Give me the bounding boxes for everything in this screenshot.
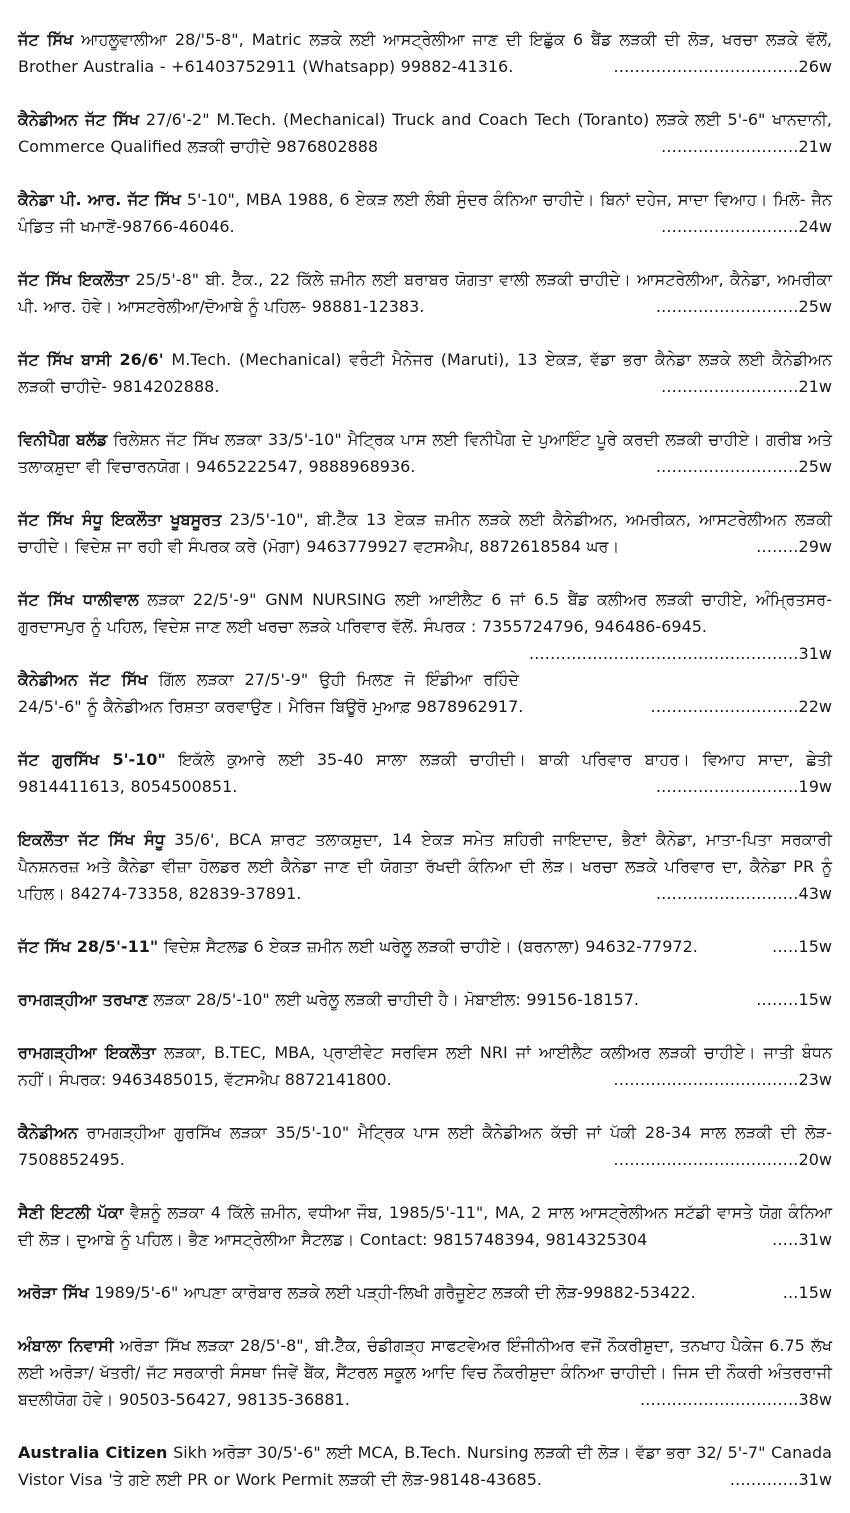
ad-code [656, 880, 832, 907]
ad-code [640, 1386, 832, 1413]
ad-code [772, 933, 832, 960]
ad-leader-dots: ... [782, 1283, 799, 1302]
ad-code [661, 373, 832, 400]
ad-heading: ਵਿਨੀਪੈਗ ਬਲੱਡ [18, 430, 108, 449]
ad-entry [18, 933, 832, 960]
ad-text: ਵੈਸ਼ਨੂੰ ਲੜਕਾ 4 ਕਿੱਲੇ ਜ਼ਮੀਨ, ਵਧੀਆ ਜੌਬ, 1985/5'-11", MA, 2 ਸਾਲ ਆਸਟ੍ਰੇਲੀਅਨ ਸਟੱਡੀ ਵਾਸਤੇ ਯੋਗ ਕੰਨਿਆ ਦੀ ਲੋੜ। ਦੁਆਬੇ ਨੂੰ ਪਹਿਲ। ਭੈਣ ਆਸਟ੍ਰੇਲੀਆ ਸੈਟਲਡ। Contact: 9815748394, 9814325304 [18, 1203, 832, 1249]
ad-code-value: 25w [798, 457, 832, 476]
ad-heading: ਕੈਨੇਡੀਅਨ ਜੱਟ ਸਿੱਖ [18, 670, 148, 689]
ad-code-value: 15w [798, 990, 832, 1009]
ad-code [772, 1226, 832, 1253]
ad-code-value: 22w [798, 697, 832, 716]
ad-code-value: 24w [798, 217, 832, 236]
ad-entry [18, 186, 832, 240]
ad-text: Sikh ਅਰੋੜਾ 30/5'-6" ਲਈ MCA, B.Tech. Nursing ਲੜਕੀ ਦੀ ਲੋੜ। ਵੱਡਾ ਭਰਾ 32/ 5'-7" Canada Vistor Visa 'ਤੇ ਗਏ ਲਈ PR or Work Permit ਲੜਕੀ ਦੀ ਲੋੜ-98148-43685. [18, 1443, 832, 1489]
ad-leader-dots: ..... [772, 937, 799, 956]
ad-text: ਰਾਮਗੜ੍ਹੀਆ ਗੁਰਸਿੱਖ ਲੜਕਾ 35/5'-10" ਮੈਟ੍ਰਿਕ ਪਾਸ ਲਈ ਕੈਨੇਡੀਅਨ ਕੱਚੀ ਜਾਂ ਪੱਕੀ 28-34 ਸਾਲ ਲੜਕੀ ਦੀ ਲੋੜ- 7508852495. [18, 1123, 832, 1169]
ad-code [661, 133, 832, 160]
ad-code [656, 453, 832, 480]
ad-entry [18, 826, 832, 907]
ad-text: M.Tech. (Mechanical) ਵਰੰਟੀ ਮੈਨੇਜਰ (Maruti), 13 ਏਕੜ, ਵੱਡਾ ਭਰਾ ਕੈਨੇਡਾ ਲੜਕੇ ਲਈ ਕੈਨੇਡੀਅਨ ਲੜਕੀ ਚਾਹੀਦੇ- 9814202888. [18, 350, 832, 396]
ad-heading: ਜੱਟ ਸਿੱਖ ਸੰਧੂ ਇਕਲੌਤਾ ਖੂਬਸੂਰਤ [18, 510, 222, 529]
ad-heading: ਸੈਣੀ ਇਟਲੀ ਪੱਕਾ [18, 1203, 124, 1222]
ad-entry [18, 666, 832, 720]
ad-leader-dots: ........................... [655, 457, 799, 476]
ad-code [661, 213, 832, 240]
ad-code-value: 43w [798, 884, 832, 903]
ad-entry [18, 266, 832, 320]
ad-heading: ਰਾਮਗੜ੍ਹੀਆ ਇਕਲੌਤਾ [18, 1043, 156, 1062]
ad-entry [18, 106, 832, 160]
ad-leader-dots: .......................... [661, 217, 799, 236]
ad-text: ਰਿਲੇਸ਼ਨ ਜੱਟ ਸਿੱਖ ਲੜਕਾ 33/5'-10" ਮੈਟ੍ਰਿਕ ਪਾਸ ਲਈ ਵਿਨੀਪੈਗ ਦੇ ਪੁਆਇੰਟ ਪੂਰੇ ਕਰਦੀ ਲੜਕੀ ਚਾਹੀਏ। ਗਰੀਬ ਅਤੇ ਤਲਾਕਸ਼ੁਦਾ ਵੀ ਵਿਚਾਰਨਯੋਗ। 9465222547, 9888968936. [18, 430, 832, 476]
ad-leader-dots: ..... [772, 1230, 799, 1249]
ad-leader-dots: .......................... [661, 137, 799, 156]
ad-heading: ਅਰੋੜਾ ਸਿੱਖ [18, 1283, 89, 1302]
ad-entry [18, 1332, 832, 1413]
ad-code-value: 23w [798, 1070, 832, 1089]
ad-heading: ਅੰਬਾਲਾ ਨਿਵਾਸੀ [18, 1336, 114, 1355]
ad-text: 5'-10", MBA 1988, 6 ਏਕੜ ਲਈ ਲੰਬੀ ਸੁੰਦਰ ਕੰਨਿਆ ਚਾਹੀਦੇ। ਬਿਨਾਂ ਦਹੇਜ, ਸਾਦਾ ਵਿਆਹ। ਮਿਲੋ- ਜੈਨ ਪੰਡਿਤ ਜੀ ਖਮਾਣੋਂ-98766-46046. [18, 190, 832, 236]
ad-text: ਲੜਕਾ, B.TEC, MBA, ਪ੍ਰਾਈਵੇਟ ਸਰਵਿਸ ਲਈ NRI ਜਾਂ ਆਈਲੈਟ ਕਲੀਅਰ ਲੜਕੀ ਚਾਹੀਏ। ਜਾਤੀ ਬੰਧਨ ਨਹੀਂ। ਸੰਪਰਕ: 9463485015, ਵੱਟਸਐਪ 8872141800. [18, 1043, 832, 1089]
ad-heading: ਜੱਟ ਸਿੱਖ ਬਾਸੀ 26/6' [18, 350, 164, 369]
ad-text: ਲੜਕਾ 28/5'-10" ਲਈ ਘਰੇਲੂ ਲੜਕੀ ਚਾਹੀਦੀ ਹੈ। ਮੋਬਾਈਲ: 99156-18157. [148, 990, 639, 1009]
ad-heading: ਰਾਮਗੜ੍ਹੀਆ ਤਰਖਾਣ [18, 990, 149, 1009]
ad-text: ਆਹਲੂਵਾਲੀਆ 28/'5-8", Matric ਲੜਕੇ ਲਈ ਆਸਟ੍ਰੇਲੀਆ ਜਾਣ ਦੀ ਇਛੁੱਕ 6 ਬੈਂਡ ਲੜਕੀ ਦੀ ਲੋੜ, ਖਰਚਾ ਲੜਕੇ ਵੱਲੋਂ, Brother Australia - +61403752911 (Whatsapp) 99882-41316. [18, 30, 833, 76]
ad-code-value: 31w [798, 1230, 832, 1249]
ad-code-value: 21w [798, 377, 832, 396]
ad-entry [18, 1039, 832, 1093]
ad-leader-dots: ............. [729, 1470, 799, 1489]
ad-leader-dots: ........ [756, 537, 799, 556]
ad-heading: ਜੱਟ ਗੁਰਸਿੱਖ 5'-10" [18, 750, 166, 769]
ad-code-value: 31w [798, 1470, 832, 1489]
ad-code [756, 986, 832, 1013]
ad-text: ਗਿੱਲ ਲੜਕਾ 27/5'-9" ਉਹੀ ਮਿਲਣ ਜੋ ਇੰਡੀਆ ਰਹਿੰਦੇ 24/5'-6" ਨੂੰ ਕੈਨੇਡੀਅਨ ਰਿਸ਼ਤਾ ਕਰਵਾਉਣ। ਮੈਰਿਜ ਬਿਊਰੋ ਮੁਆਫ਼ 9878962917. [18, 670, 524, 716]
ad-leader-dots: ........ [756, 990, 799, 1009]
ad-leader-dots: ................................... [613, 57, 799, 76]
ad-entry [18, 1119, 832, 1173]
ad-code-value: 19w [798, 777, 832, 796]
ad-text: 25/5'-8" ਬੀ. ਟੈੱਕ., 22 ਕਿੱਲੇ ਜ਼ਮੀਨ ਲਈ ਬਰਾਬਰ ਯੋਗਤਾ ਵਾਲੀ ਲੜਕੀ ਚਾਹੀਦੇ। ਆਸਟਰੇਲੀਆ, ਕੈਨੇਡਾ, ਅਮਰੀਕਾ ਪੀ. ਆਰ. ਹੋਵੇ। ਆਸਟਰੇਲੀਆ/ਦੋਆਬੇ ਨੂੰ ਪਹਿਲ- 98881-12383. [18, 270, 832, 316]
ad-leader-dots: ................................... [613, 1150, 799, 1169]
ad-code [783, 1279, 832, 1306]
ad-code [756, 533, 832, 560]
ad-entry [18, 746, 832, 800]
ad-code [656, 773, 832, 800]
ad-heading: ਜੱਟ ਸਿੱਖ ਇਕਲੌਤਾ [18, 270, 129, 289]
ad-entry [18, 1439, 832, 1493]
ad-text: 1989/5'-6" ਆਪਣਾ ਕਾਰੋਬਾਰ ਲੜਕੇ ਲਈ ਪੜ੍ਹੀ-ਲਿਖੀ ਗਰੈਜੂਏਟ ਲੜਕੀ ਦੀ ਲੋੜ-99882-53422. [88, 1283, 696, 1302]
ad-leader-dots: ........................... [655, 297, 799, 316]
ad-leader-dots: ............................ [650, 697, 799, 716]
ad-code-value: 38w [798, 1390, 832, 1409]
ad-heading: ਕੈਨੇਡੀਅਨ [18, 1123, 78, 1142]
ad-code-value: 15w [798, 937, 832, 956]
ad-text: ਇਕੱਲੇ ਕੁਆਰੇ ਲਈ 35-40 ਸਾਲਾ ਲੜਕੀ ਚਾਹੀਦੀ। ਬਾਕੀ ਪਰਿਵਾਰ ਬਾਹਰ। ਵਿਆਹ ਸਾਦਾ, ਛੇਤੀ 9814411613, 8054500851. [18, 750, 832, 796]
ad-heading: ਇਕਲੌਤਾ ਜੱਟ ਸਿੱਖ ਸੰਧੂ [18, 830, 165, 849]
ad-entry [18, 426, 832, 480]
ad-text: 27/6'-2" M.Tech. (Mechanical) Truck and Coach Tech (Toranto) ਲੜਕੇ ਲਈ 5'-6" ਖਾਨਦਾਨੀ, Commerce Qualified ਲੜਕੀ ਚਾਹੀਦੇ 9876802888 [18, 110, 832, 156]
ad-heading: ਜੱਟ ਸਿੱਖ [18, 30, 74, 49]
ad-leader-dots: ........................... [655, 884, 799, 903]
ad-heading: ਜੱਟ ਸਿੱਖ 28/5'-11" [18, 937, 159, 956]
ad-code-value: 25w [798, 297, 832, 316]
ad-code [529, 640, 832, 667]
ad-code [614, 1146, 832, 1173]
ad-text: 35/6', BCA ਸ਼ਾਰਟ ਤਲਾਕਸ਼ੁਦਾ, 14 ਏਕੜ ਸਮੇਤ ਸ਼ਹਿਰੀ ਜਾਇਦਾਦ, ਭੈਣਾਂ ਕੈਨੇਡਾ, ਮਾਤਾ-ਪਿਤਾ ਸਰਕਾਰੀ ਪੈਨਸ਼ਨਰਜ਼ ਅਤੇ ਕੈਨੇਡਾ ਵੀਜ਼ਾ ਹੋਲਡਰ ਲਈ ਕੈਨੇਡਾ ਜਾਣ ਦੀ ਯੋਗਤਾ ਰੱਖਦੀ ਕੰਨਿਆ ਦੀ ਲੋੜ। ਖਰਚਾ ਲੜਕੇ ਪਰਿਵਾਰ ਦਾ, ਕੈਨੇਡਾ PR ਨੂੰ ਪਹਿਲ। 84274-73358, 82839-37891. [18, 830, 832, 903]
ad-leader-dots: ........................... [655, 777, 799, 796]
ad-entry [18, 586, 832, 663]
ad-heading: ਕੈਨੇਡੀਅਨ ਜੱਟ ਸਿੱਖ [18, 110, 140, 129]
ad-code-value: 31w [798, 644, 832, 663]
ad-leader-dots: ................................................... [528, 644, 799, 663]
ad-text: ਵਿਦੇਸ਼ ਸੈਟਲਡ 6 ਏਕੜ ਜ਼ਮੀਨ ਲਈ ਘਰੇਲੂ ਲੜਕੀ ਚਾਹੀਏ। (ਬਰਨਾਲਾ) 94632-77972. [158, 937, 698, 956]
ad-entry [18, 1199, 832, 1253]
ad-heading: ਕੈਨੇਡਾ ਪੀ. ਆਰ. ਜੱਟ ਸਿੱਖ [18, 190, 181, 209]
ad-heading: ਜੱਟ ਸਿੱਖ ਧਾਲੀਵਾਲ [18, 590, 139, 609]
ad-leader-dots: ................................... [613, 1070, 799, 1089]
ad-code-value: 15w [798, 1283, 832, 1302]
ad-entry [18, 506, 832, 560]
ad-text: 23/5'-10", ਬੀ.ਟੈੱਕ 13 ਏਕੜ ਜ਼ਮੀਨ ਲੜਕੇ ਲਈ ਕੈਨੇਡੀਅਨ, ਅਮਰੀਕਨ, ਆਸਟਰੇਲੀਅਨ ਲੜਕੀ ਚਾਹੀਦੇ। ਵਿਦੇਸ਼ ਜਾ ਰਹੀ ਵੀ ਸੰਪਰਕ ਕਰੇ (ਮੋਗਾ) 9463779927 ਵਟਸਐਪ, 8872618584 ਘਰ। [18, 510, 832, 556]
ad-entry [18, 1279, 832, 1306]
ad-code [651, 693, 832, 720]
ad-code-value: 21w [798, 137, 832, 156]
ad-code-value: 26w [798, 57, 832, 76]
ad-code-value: 20w [798, 1150, 832, 1169]
ad-code [614, 53, 832, 80]
ad-entry [18, 986, 832, 1013]
ad-code [656, 293, 832, 320]
ad-code-value: 29w [798, 537, 832, 556]
ad-heading: Australia Citizen [18, 1443, 168, 1462]
ad-leader-dots: .......................... [661, 377, 799, 396]
ad-entry [18, 26, 832, 80]
ad-code [614, 1066, 832, 1093]
ad-code [730, 1466, 832, 1493]
ad-text: ਅਰੋੜਾ ਸਿੱਖ ਲੜਕਾ 28/5'-8", ਬੀ.ਟੈੱਕ, ਚੰਡੀਗੜ੍ਹ ਸਾਫਟਵੇਅਰ ਇੰਜੀਨੀਅਰ ਵਜੋਂ ਨੌਕਰੀਸ਼ੁਦਾ, ਤਨਖਾਹ ਪੈਕੇਜ 6.75 ਲੱਖ ਲਈ ਅਰੋੜਾ/ ਖੱਤਰੀ/ ਜੱਟ ਸਰਕਾਰੀ ਸੰਸਥਾ ਜਿਵੇਂ ਬੈਂਕ, ਸੈਂਟਰਲ ਸਕੂਲ ਆਦਿ ਵਿਚ ਨੌਕਰੀਸ਼ੁਦਾ ਕੰਨਿਆ ਚਾਹੀਦੀ। ਜਿਸ ਦੀ ਨੌਕਰੀ ਅੰਤਰਰਾਜੀ ਬਦਲੀਯੋਗ ਹੋਵੇ। 90503-56427, 98135-36881. [18, 1336, 832, 1409]
ad-leader-dots: .............................. [639, 1390, 799, 1409]
ad-entry [18, 346, 832, 400]
ad-text: ਲੜਕਾ 22/5'-9" GNM NURSING ਲਈ ਆਈਲੈਟ 6 ਜਾਂ 6.5 ਬੈਂਡ ਕਲੀਅਰ ਲੜਕੀ ਚਾਹੀਏ, ਅੰਮ੍ਰਿਤਸਰ-ਗੁਰਦਾਸਪੁਰ ਨੂੰ ਪਹਿਲ, ਵਿਦੇਸ਼ ਜਾਣ ਲਈ ਖਰਚਾ ਲੜਕੇ ਪਰਿਵਾਰ ਵੱਲੋਂ. ਸੰਪਰਕ : 7355724796, 946486-6945. [18, 590, 832, 636]
